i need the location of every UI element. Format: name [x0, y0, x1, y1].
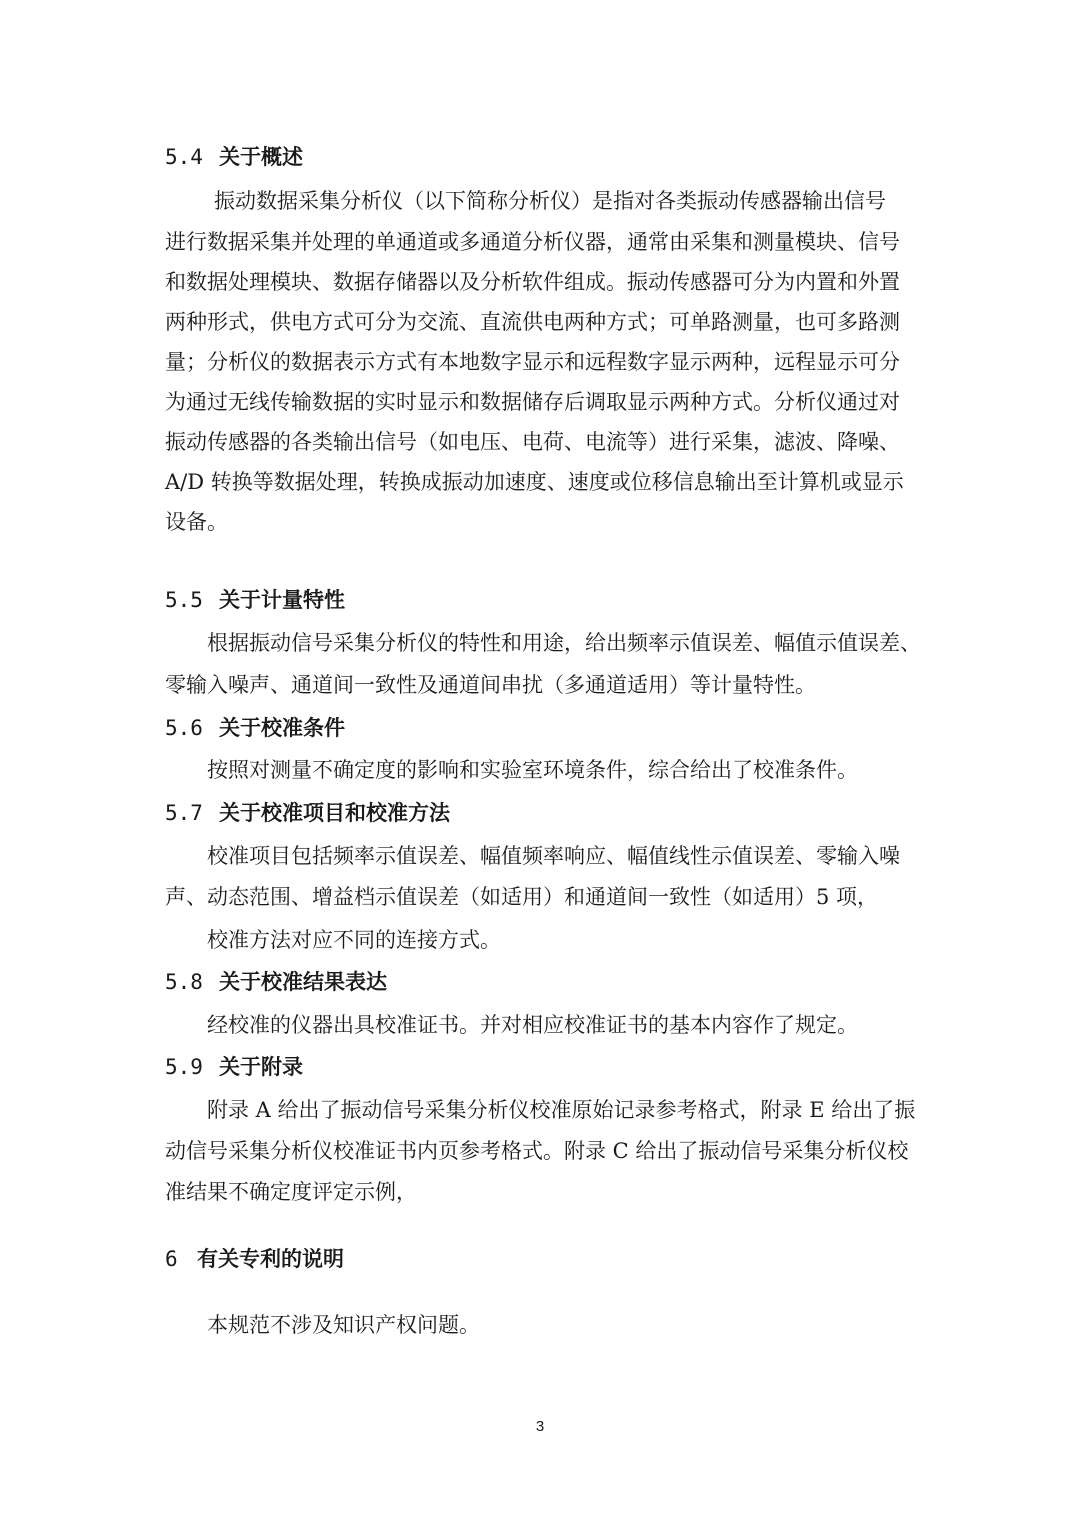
- section-number: 5.5: [165, 588, 203, 612]
- heading-5-9: [165, 1051, 303, 1081]
- section-number: 5.7: [165, 801, 203, 825]
- paragraph-line: 声、动态范围、增益档示值误差（如适用）和通道间一致性（如适用）5 项，: [165, 885, 879, 909]
- heading-5-5: [165, 584, 345, 614]
- section-number: 5.4: [165, 145, 203, 169]
- paragraph-line: 经校准的仪器出具校准证书。并对相应校准证书的基本内容作了规定。: [207, 1013, 858, 1037]
- paragraph-line: 设备。: [165, 510, 228, 534]
- paragraph-line: 校准项目包括频率示值误差、幅值频率响应、幅值线性示值误差、零输入噪: [207, 844, 900, 868]
- section-title: 关于概述: [219, 145, 303, 169]
- heading-5-7: [165, 797, 450, 827]
- section-number: 5.9: [165, 1055, 203, 1079]
- heading-5-4: [165, 141, 303, 171]
- heading-6: [165, 1243, 344, 1273]
- section-number: 5.8: [165, 970, 203, 994]
- paragraph-line: 振动数据采集分析仪（以下简称分析仪）是指对各类振动传感器输出信号: [214, 189, 886, 213]
- section-number: 6: [165, 1247, 178, 1271]
- paragraph-line: 振动传感器的各类输出信号（如电压、电荷、电流等）进行采集，滤波、降噪、: [165, 430, 900, 454]
- section-title: 关于附录: [219, 1055, 303, 1079]
- paragraph-line: 校准方法对应不同的连接方式。: [207, 928, 501, 952]
- section-title: 有关专利的说明: [197, 1247, 344, 1271]
- heading-5-6: [165, 712, 345, 742]
- section-title: 关于校准结果表达: [219, 970, 387, 994]
- paragraph-line: 为通过无线传输数据的实时显示和数据储存后调取显示两种方式。分析仪通过对: [165, 390, 900, 414]
- paragraph-line: 准结果不确定度评定示例，: [165, 1180, 417, 1204]
- section-title: 关于计量特性: [219, 588, 345, 612]
- paragraph-line: 和数据处理模块、数据存储器以及分析软件组成。振动传感器可分为内置和外置: [165, 270, 900, 294]
- paragraph-line: 按照对测量不确定度的影响和实验室环境条件，综合给出了校准条件。: [207, 758, 858, 782]
- paragraph-line: 进行数据采集并处理的单通道或多通道分析仪器，通常由采集和测量模块、信号: [165, 230, 900, 254]
- paragraph-line: 量；分析仪的数据表示方式有本地数字显示和远程数字显示两种，远程显示可分: [165, 350, 900, 374]
- heading-5-8: [165, 966, 387, 996]
- paragraph-line: 本规范不涉及知识产权问题。: [207, 1313, 480, 1337]
- section-title: 关于校准条件: [219, 716, 345, 740]
- section-number: 5.6: [165, 716, 203, 740]
- section-title: 关于校准项目和校准方法: [219, 801, 450, 825]
- paragraph-line: 根据振动信号采集分析仪的特性和用途，给出频率示值误差、幅值示值误差、: [207, 631, 921, 655]
- paragraph-line: 动信号采集分析仪校准证书内页参考格式。附录 C 给出了振动信号采集分析仪校: [165, 1139, 909, 1163]
- paragraph-line: 两种形式，供电方式可分为交流、直流供电两种方式；可单路测量，也可多路测: [165, 310, 900, 334]
- paragraph-line: 零输入噪声、通道间一致性及通道间串扰（多通道适用）等计量特性。: [165, 673, 816, 697]
- paragraph-line: 附录 A 给出了振动信号采集分析仪校准原始记录参考格式，附录 E 给出了振: [207, 1098, 916, 1122]
- page-number: 3: [535, 1418, 545, 1435]
- paragraph-line: A/D 转换等数据处理，转换成振动加速度、速度或位移信息输出至计算机或显示: [165, 470, 904, 494]
